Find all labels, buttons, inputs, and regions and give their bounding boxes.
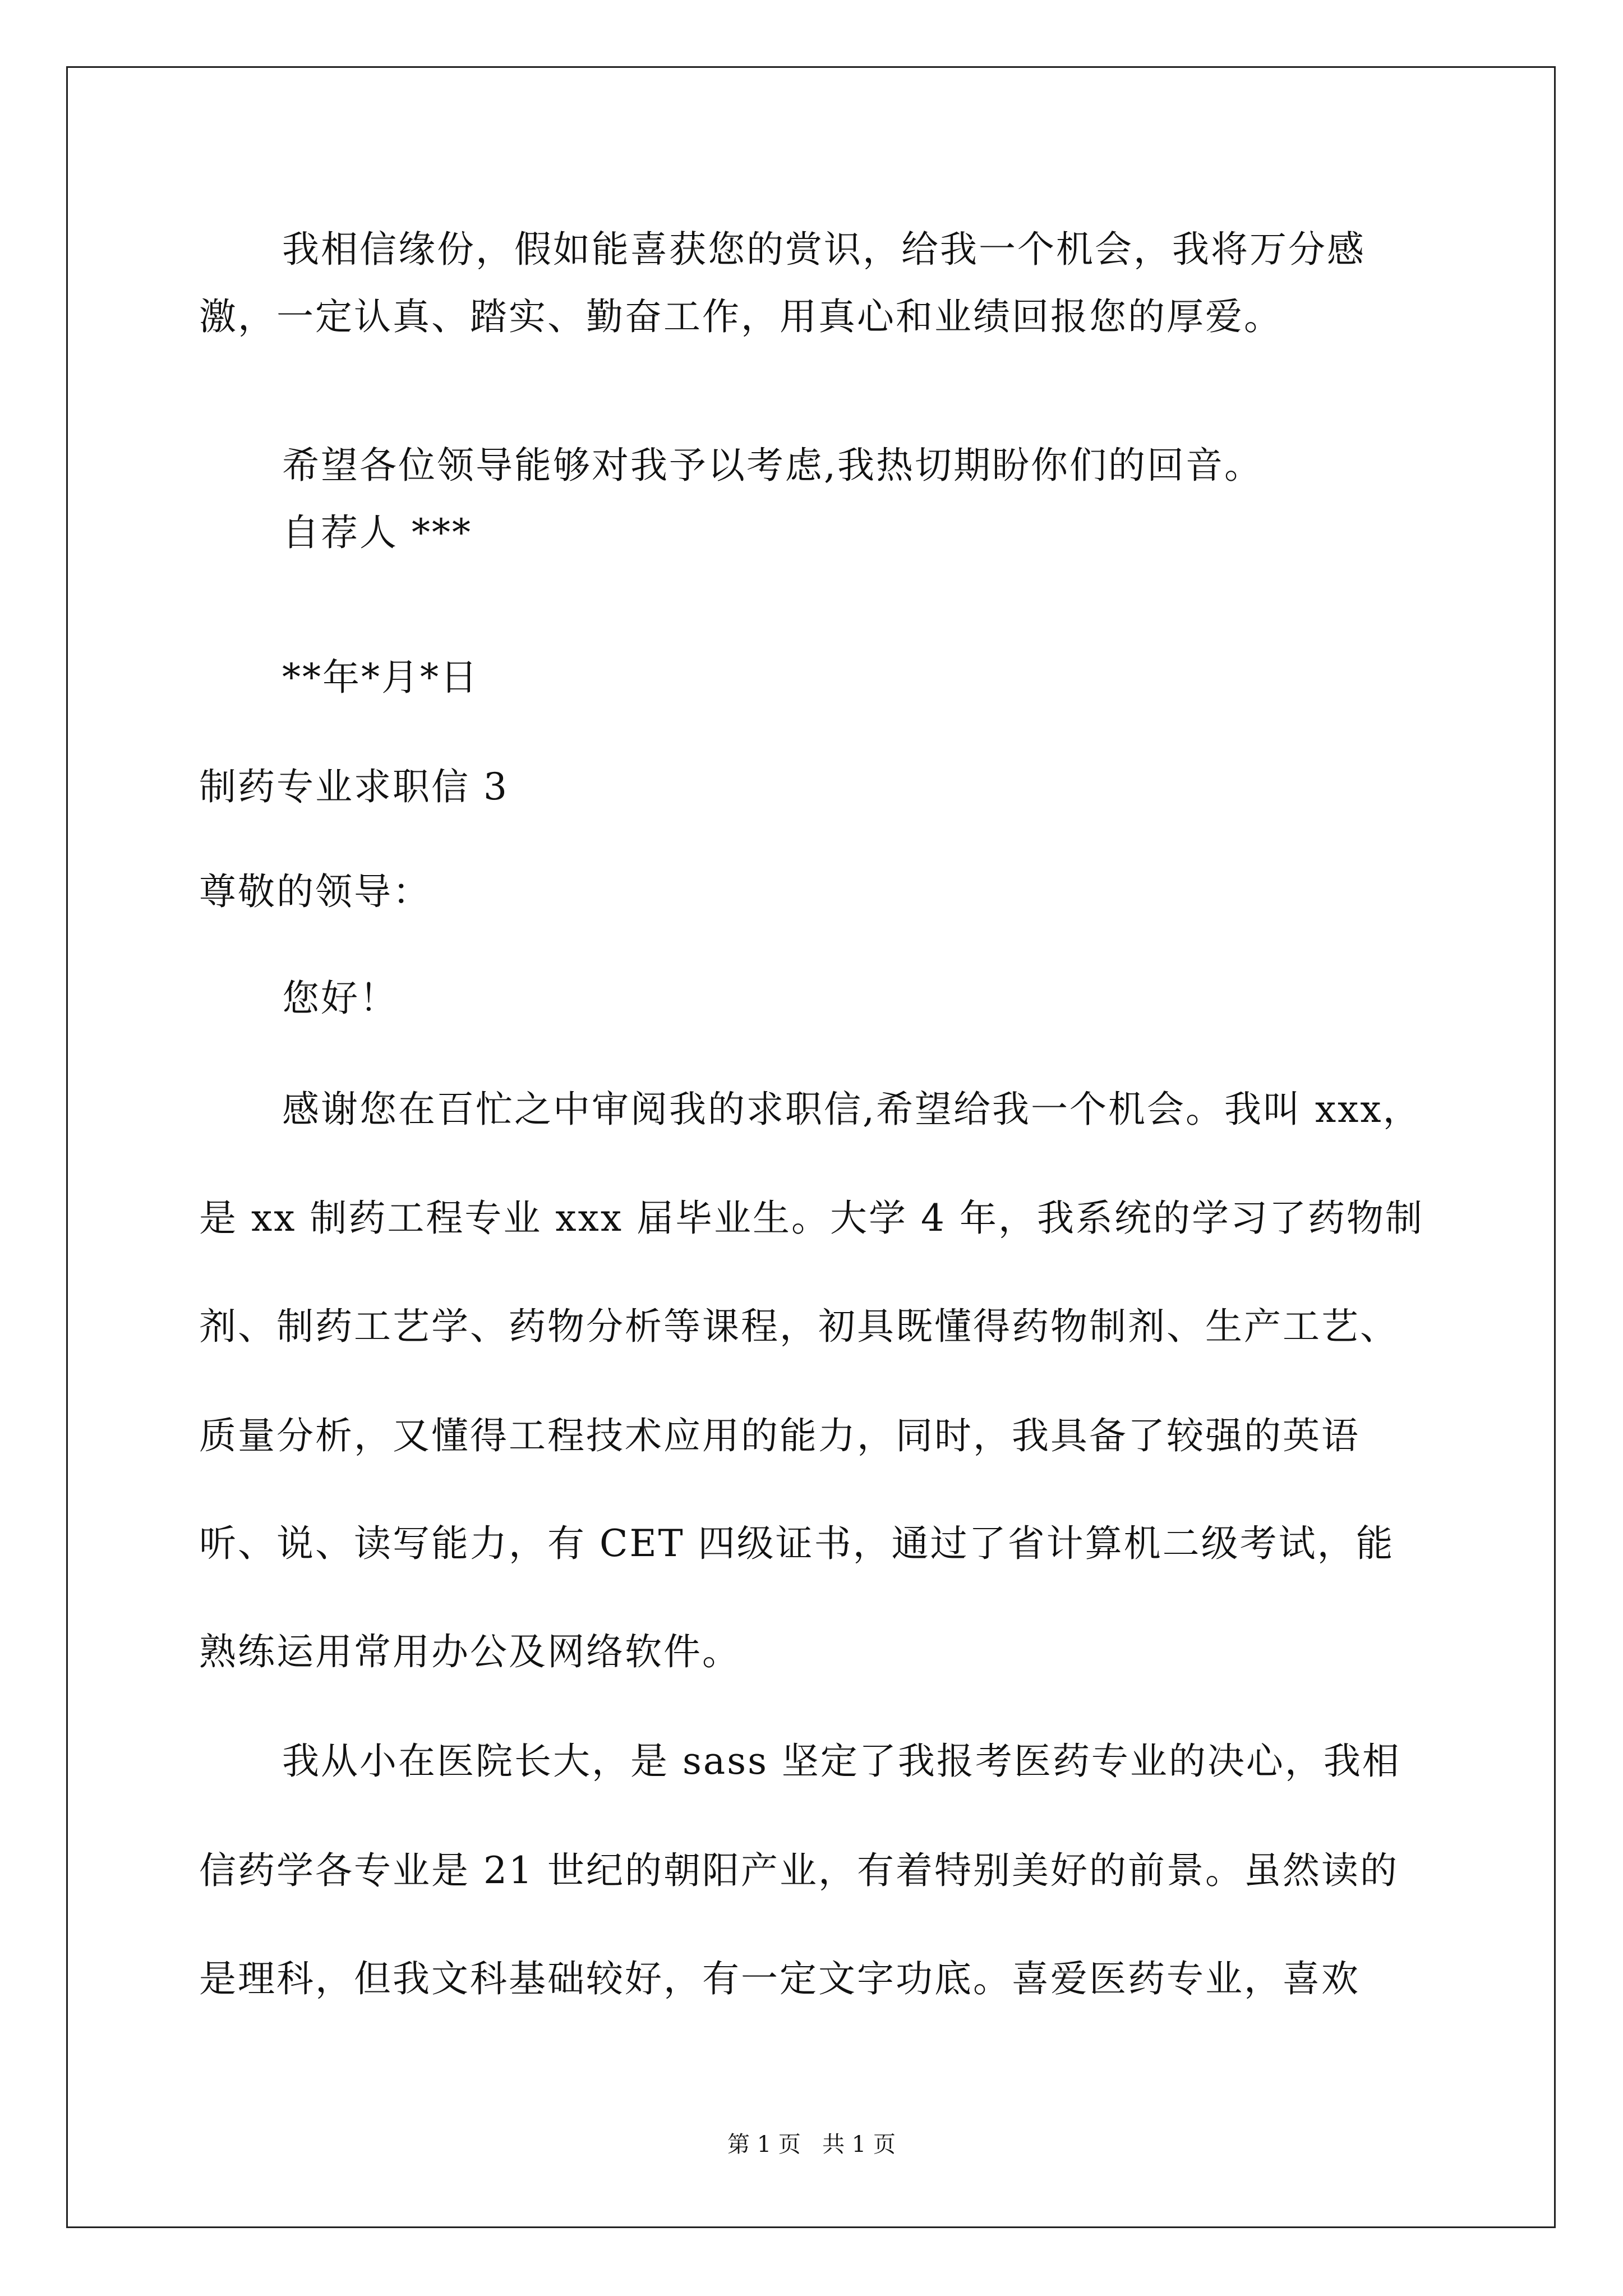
letter-line: 我从小在医院长大，是 sass 坚定了我报考医药专业的决心，我相: [282, 1740, 1401, 1783]
signature-date: **年*月*日: [282, 656, 479, 699]
letter-line: 听、说、读写能力，有 CET 四级证书，通过了省计算机二级考试，能: [199, 1522, 1395, 1565]
page-border: [66, 66, 1556, 2228]
letter-line: 感谢您在百忙之中审阅我的求职信,希望给我一个机会。我叫 xxx，: [282, 1088, 1422, 1131]
letter-line: 质量分析，又懂得工程技术应用的能力，同时，我具备了较强的英语: [199, 1414, 1360, 1457]
page-number: 第 1 页 共 1 页: [727, 2132, 896, 2157]
letter-line: 剂、制药工艺学、药物分析等课程，初具既懂得药物制剂、生产工艺、: [199, 1305, 1399, 1348]
letter-line: 是理科，但我文科基础较好，有一定文字功底。喜爱医药专业，喜欢: [199, 1957, 1360, 2000]
letter-line: 希望各位领导能够对我予以考虑,我热切期盼你们的回音。: [282, 444, 1263, 487]
letter-line: 激，一定认真、踏实、勤奋工作，用真心和业绩回报您的厚爱。: [199, 295, 1283, 338]
salutation: 尊敬的领导：: [199, 870, 431, 913]
letter-line: 我相信缘份，假如能喜获您的赏识，给我一个机会，我将万分感: [282, 228, 1366, 271]
section-title: 制药专业求职信 3: [199, 765, 509, 808]
letter-line: 熟练运用常用办公及网络软件。: [199, 1630, 741, 1673]
letter-line: 信药学各专业是 21 世纪的朝阳产业，有着特别美好的前景。虽然读的: [199, 1849, 1399, 1892]
signature-name: 自荐人 ***: [282, 511, 472, 554]
letter-line: 是 xx 制药工程专业 xxx 届毕业生。大学 4 年，我系统的学习了药物制: [199, 1197, 1424, 1240]
greeting: 您好！: [282, 977, 398, 1020]
